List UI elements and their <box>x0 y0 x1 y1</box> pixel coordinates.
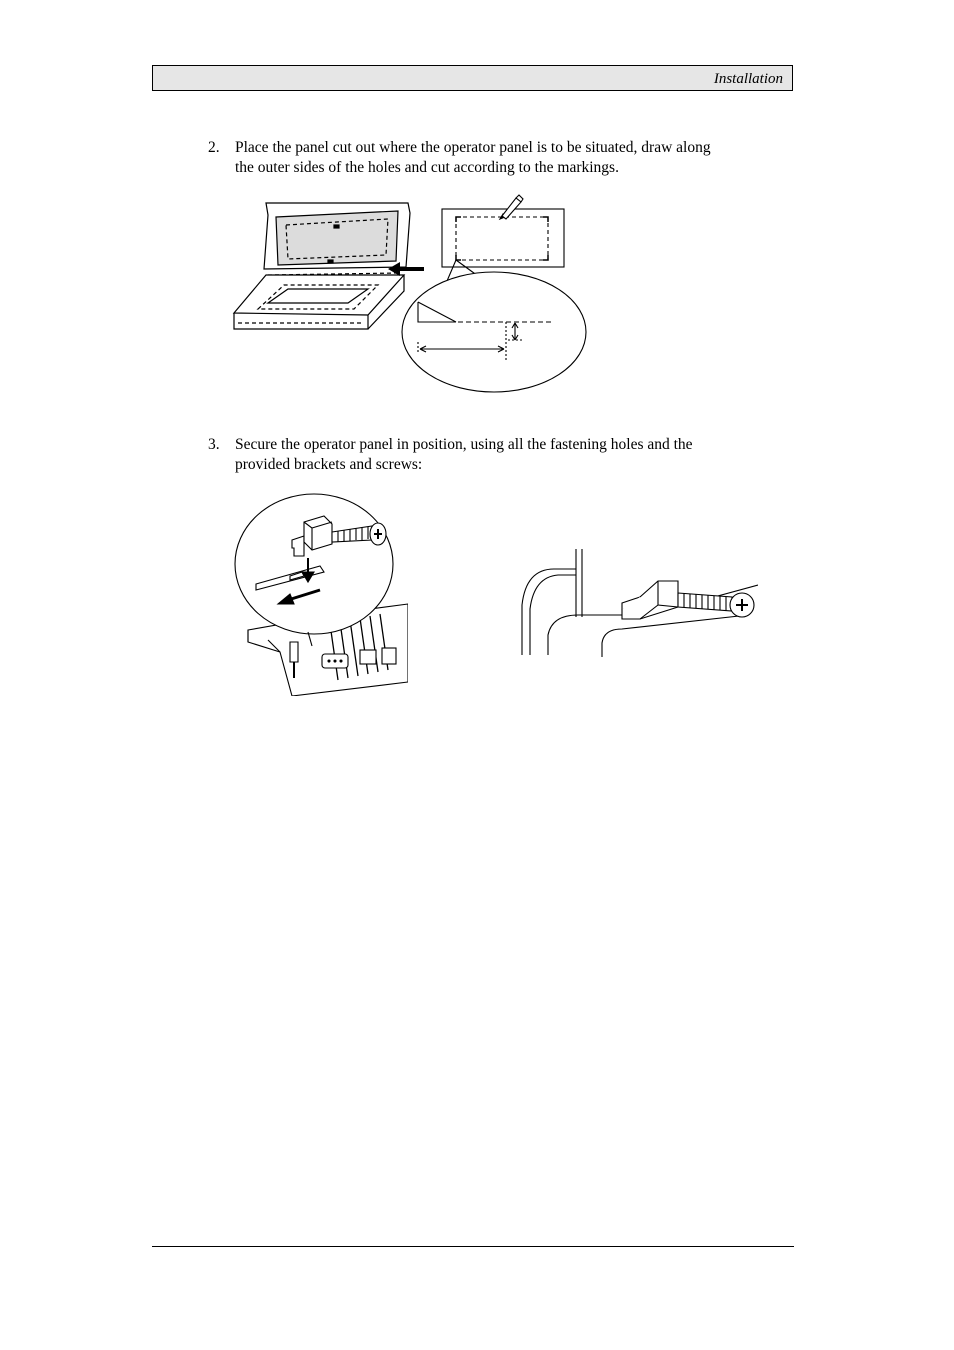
step-number: 3. <box>208 436 220 453</box>
step-text-line: Secure the operator panel in position, using all the fastening holes and the <box>235 436 693 453</box>
marking-detail-illustration <box>396 192 592 397</box>
footer-rule <box>152 1246 794 1247</box>
step-text <box>235 435 693 475</box>
step-text-line: the outer sides of the holes and cut according to the markings. <box>235 159 619 176</box>
step-2 <box>208 138 768 180</box>
step-text-line: Place the panel cut out where the operator panel is to be situated, draw along <box>235 139 711 156</box>
header-title: Installation <box>713 71 783 87</box>
step-3 <box>208 435 768 477</box>
step-number: 2. <box>208 139 220 156</box>
running-header <box>152 65 793 91</box>
step-text-line: provided brackets and screws: <box>235 456 423 473</box>
bracket-insertion-illustration <box>232 492 408 696</box>
step-text <box>235 138 711 178</box>
bracket-fastened-illustration <box>518 545 758 660</box>
